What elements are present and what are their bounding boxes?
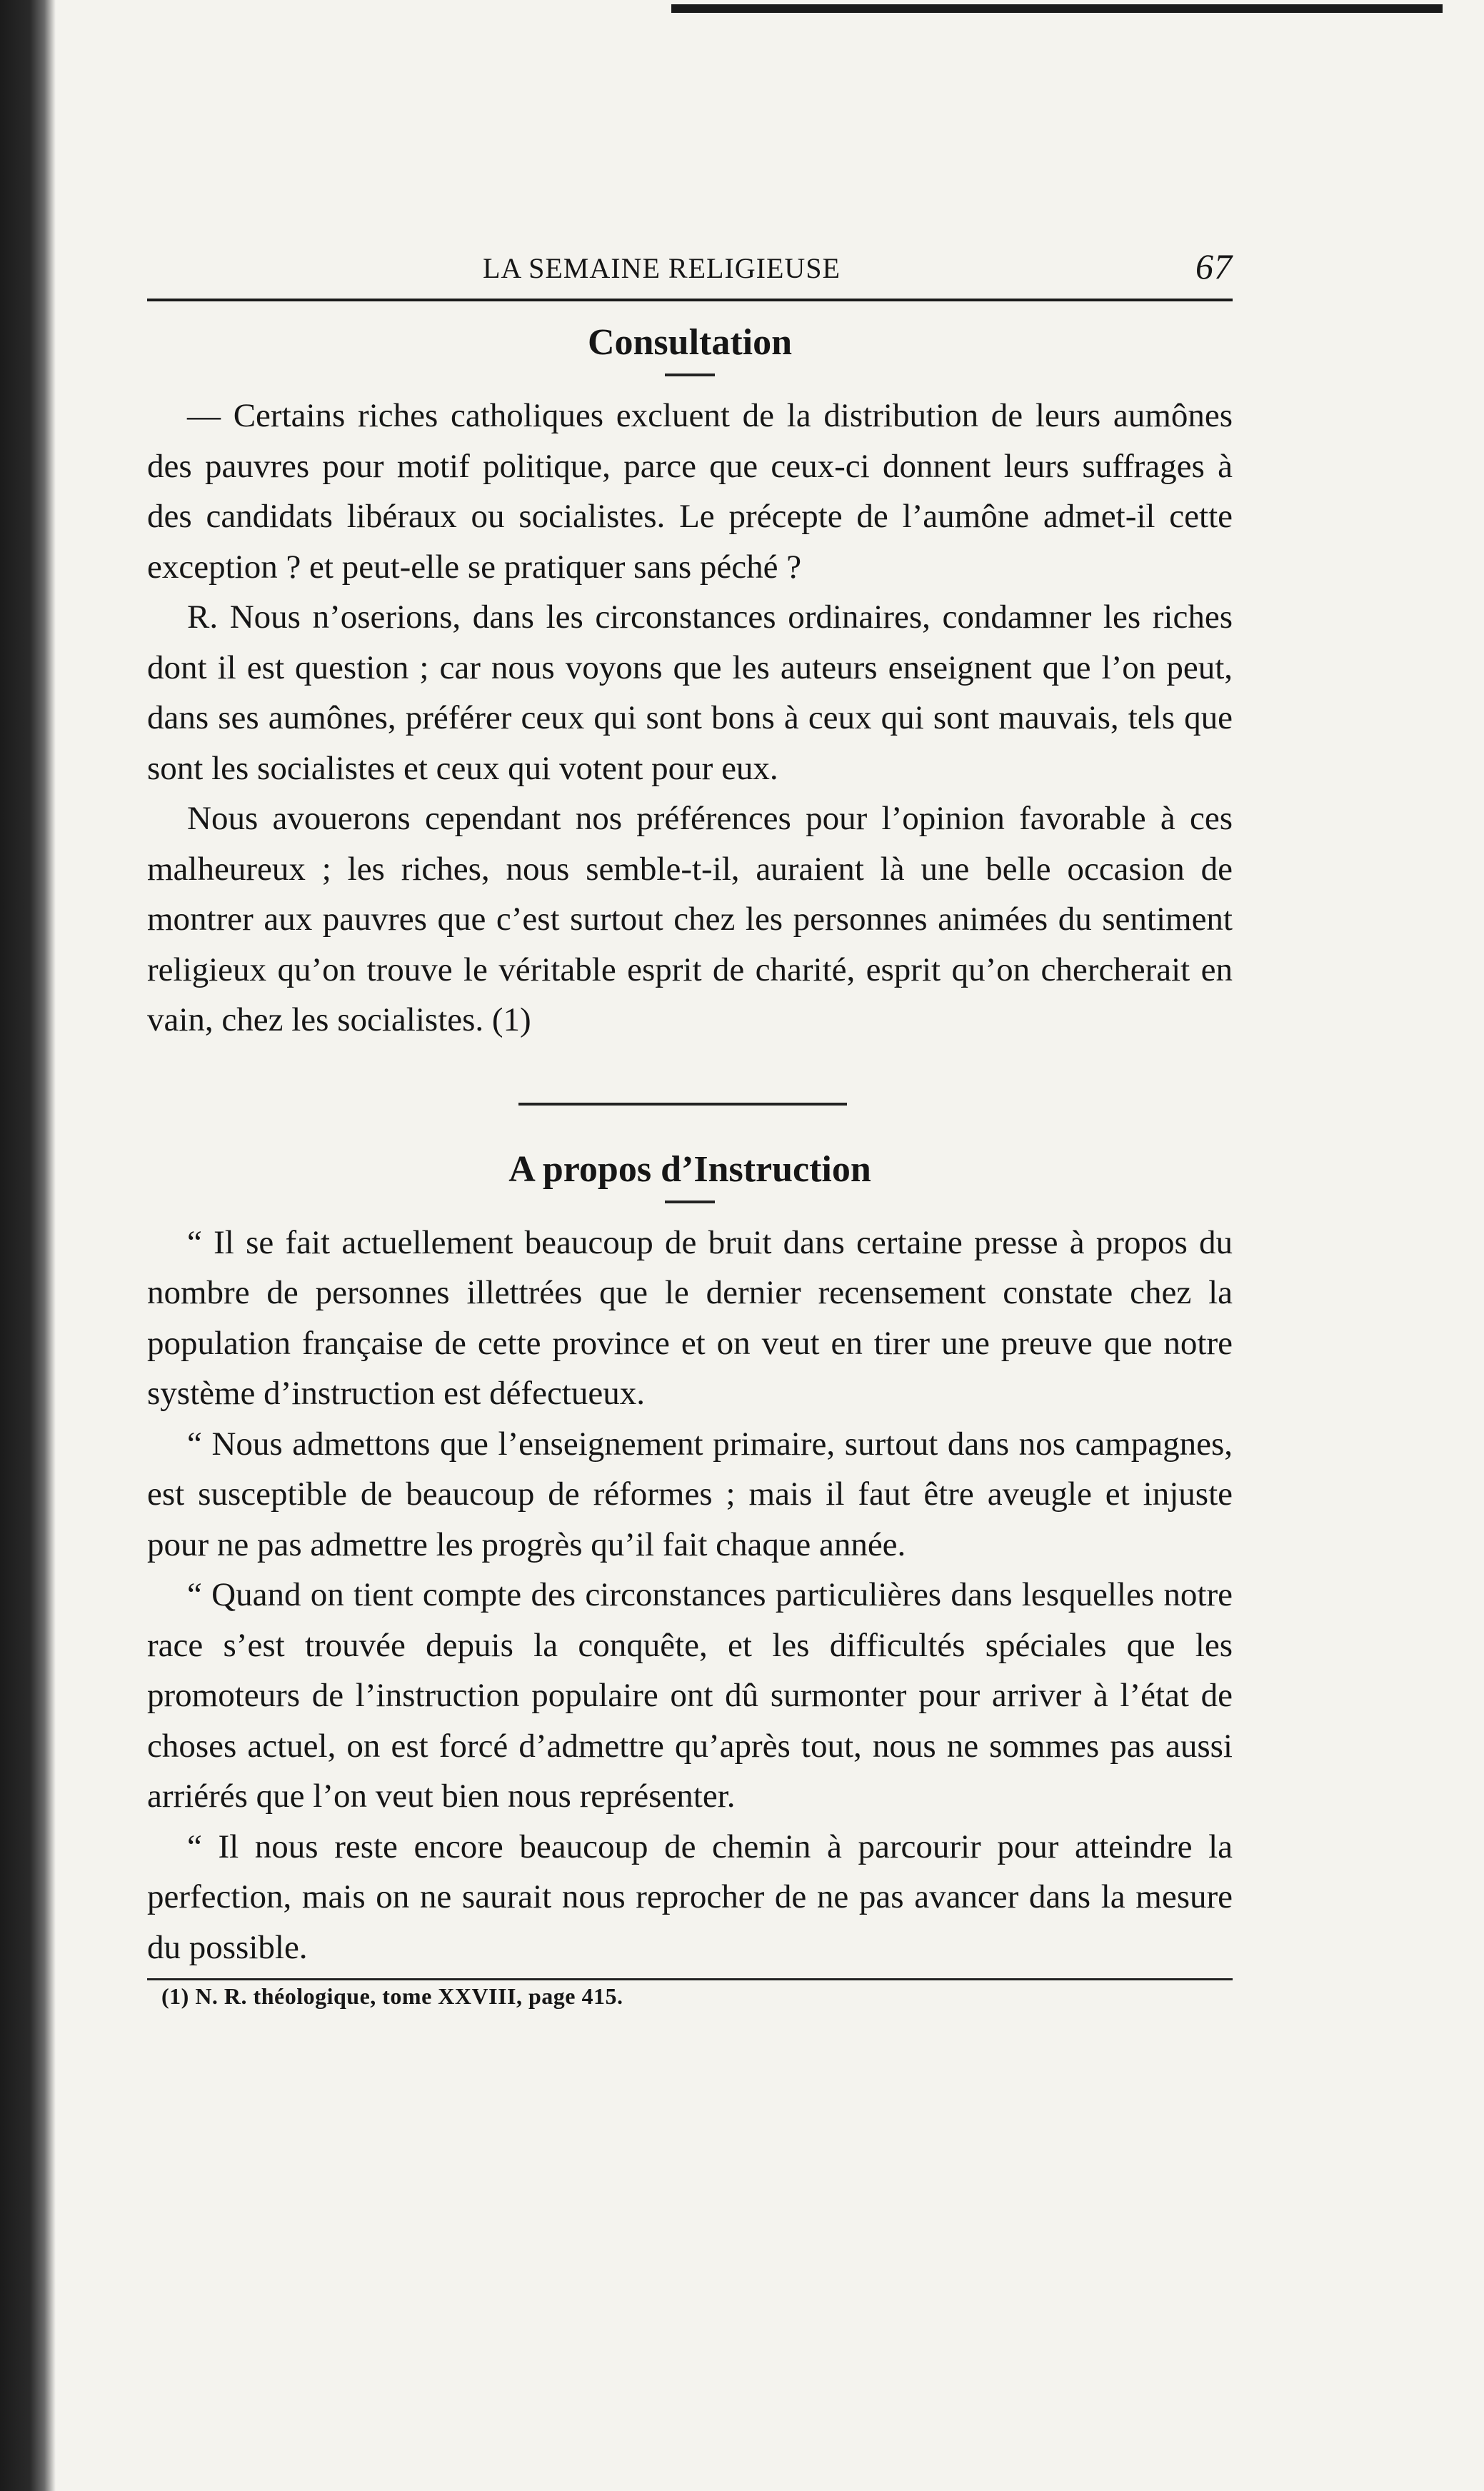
section-title: A propos d’Instruction bbox=[508, 1148, 871, 1190]
footnote: (1) N. R. théologique, tome XXVIII, page 415. bbox=[161, 1983, 623, 2009]
book-page bbox=[147, 243, 1233, 2010]
paragraph: “ Nous admettons que l’enseignement primaire, surtout dans nos campagnes, est susceptible de beaucoup de réformes ; mais il faut être aveugle et injuste pour ne pas admettre les progrès qu’il fait chaque année. bbox=[147, 1425, 1233, 1563]
header-rule bbox=[147, 299, 1233, 301]
paragraph: “ Il se fait actuellement beaucoup de bruit dans certaine presse à propos du nombre de personnes illettrées que le dernier recensement constate chez la population française de cette province et on veut en tirer une preuve que notre système d’instruction est défectueux. bbox=[147, 1223, 1233, 1412]
book-binding-edge bbox=[0, 0, 56, 2491]
running-title: LA SEMAINE RELIGIEUSE bbox=[483, 252, 841, 284]
title-dash bbox=[665, 1201, 715, 1203]
section-consultation bbox=[147, 321, 1233, 1046]
section-title: Consultation bbox=[587, 322, 793, 363]
section-instruction bbox=[147, 1148, 1233, 1973]
paragraph: Nous avouerons cependant nos préférences pour l’opinion favorable à ces malheureux ; les riches, nous semble-t-il, auraient là une belle occasion de montrer aux pauvres que c’est surtout chez les personnes animées du sentiment religieux qu’on trouve le véritable esprit de charité, esprit qu’on chercherait en vain, chez les socialistes. (1) bbox=[147, 800, 1233, 1038]
paragraph: “ Il nous reste encore beaucoup de chemin à parcourir pour atteindre la perfection, mais on ne saurait nous reprocher de ne pas avancer dans la mesure du possible. bbox=[147, 1828, 1233, 1966]
paragraph: “ Quand on tient compte des circonstances particulières dans lesquelles notre race s’est trouvée depuis la conquête, et les difficultés spéciales que les promoteurs de l’instruction populaire ont dû surmonter pour arriver à l’état de choses actuel, on est forcé d’admettre qu’après tout, nous ne sommes pas aussi arriérés que l’on veut bien nous représenter. bbox=[147, 1576, 1233, 1815]
paragraph: R. Nous n’oserions, dans les circonstances ordinaires, condamner les riches dont il est question ; car nous voyons que les auteurs enseignent que l’on peut, dans ses aumônes, préférer ceux qui sont bons à ceux qui sont mauvais, tels que sont les socialistes et ceux qui votent pour eux. bbox=[147, 598, 1233, 787]
title-dash bbox=[665, 374, 715, 376]
paragraph: — Certains riches catholiques excluent de la distribution de leurs aumônes des pauvres pour motif politique, parce que ceux-ci donnent leurs suffrages à des candidats libéraux ou socialistes. Le précepte de l’aumône admet-il cette exception ? et peut-elle se pratiquer sans péché ? bbox=[147, 397, 1233, 586]
page-number: 67 bbox=[1195, 246, 1233, 286]
scan-top-border bbox=[671, 4, 1443, 13]
running-head bbox=[147, 243, 1233, 293]
section-separator bbox=[518, 1103, 847, 1106]
footnote-rule bbox=[147, 1978, 1233, 1980]
